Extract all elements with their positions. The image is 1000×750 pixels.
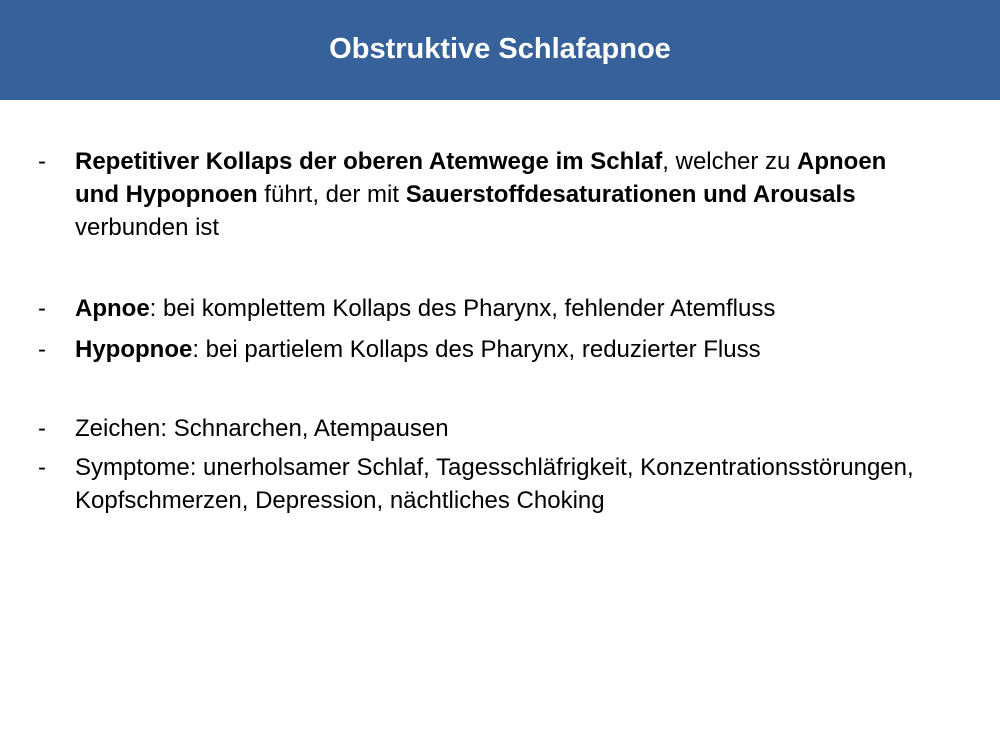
- text-run: : bei komplettem Kollaps des Pharynx, fehlender Atemfluss: [149, 295, 776, 322]
- bullet-text: [75, 333, 935, 366]
- text-run: Hypopnoe: [75, 336, 193, 363]
- text-run: , welcher zu: [662, 148, 797, 175]
- bullet-marker: -: [38, 415, 46, 442]
- text-run: Zeichen: Schnarchen, Atempausen: [75, 415, 449, 442]
- bullet-marker: -: [38, 454, 46, 481]
- text-run: Repetitiver Kollaps der oberen Atemwege im Schlaf: [75, 148, 663, 175]
- slide-title: Obstruktive Schlafapnoe: [329, 32, 671, 65]
- bullet-marker: -: [38, 148, 46, 175]
- bullet-text: [75, 412, 935, 445]
- title-bar: [0, 0, 1000, 100]
- text-run: : bei partielem Kollaps des Pharynx, reduzierter Fluss: [192, 336, 761, 363]
- text-run: Apnoen und Hypopnoen: [75, 148, 887, 208]
- bullet-marker: -: [38, 336, 46, 363]
- text-run: führt, der mit: [257, 181, 406, 208]
- text-run: verbunden ist: [75, 214, 220, 241]
- text-run: Sauerstoffdesaturationen und Arousals: [405, 181, 856, 208]
- bullet-text: [75, 145, 935, 244]
- text-run: Apnoe: [75, 295, 150, 322]
- bullet-text: [75, 451, 935, 517]
- bullet-text: [75, 292, 935, 325]
- bullet-marker: -: [38, 295, 46, 322]
- text-run: Symptome: unerholsamer Schlaf, Tagesschläfrigkeit, Konzentrationsstörungen, Kopfschmerzen, Depression, nächtliches Choking: [75, 454, 914, 514]
